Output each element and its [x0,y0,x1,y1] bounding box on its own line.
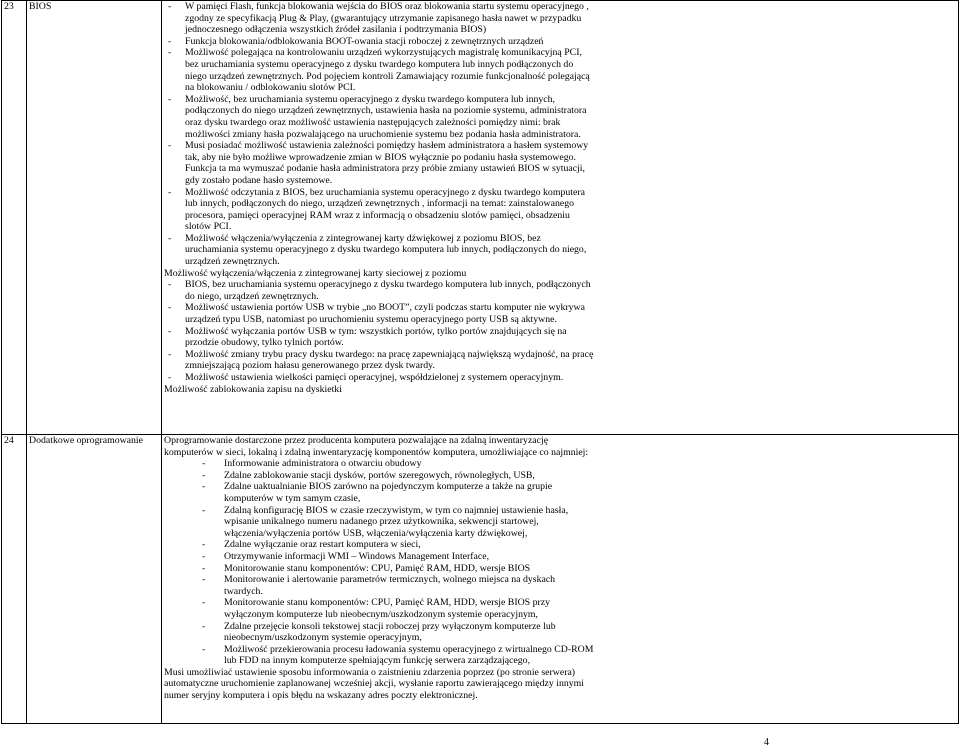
bullet-item: - Zdalne wyłączanie oraz restart komputera w sieci, [164,539,594,551]
bullet-item: - Funkcja blokowania/odblokowania BOOT-owania stacji roboczej z zewnętrznych urządzeń [164,36,594,48]
row-description [162,1,959,435]
row-name: Dodatkowe oprogramowanie [27,435,162,724]
bullet-item: - Możliwość włączenia/wyłączenia z zintegrowanej karty dźwiękowej z poziomu BIOS, bez uruchamiania systemu operacyjnego z dysku twardego komputera lub innych, podłączonych do niego, urządzeń zewnętrznych. [164,233,594,268]
table-row-software [2,435,959,724]
software-features-list [164,458,594,667]
bullet-item: - Możliwość zmiany trybu pracy dysku twardego: na pracę zapewniającą największą wydajność, na pracę zmniejszającą poziom hałasu generowanego przez dysk twardy. [164,349,594,372]
bullet-item: - Możliwość ustawienia wielkości pamięci operacyjnej, współdzielonej z systemem operacyjnym. [164,372,594,384]
page-number: 4 [764,737,769,748]
plain-item: Możliwość wyłączenia/włączenia z zintegrowanej karty sieciowej z poziomu [164,267,467,279]
row-description [162,435,959,724]
bullet-item: - Możliwość, bez uruchamiania systemu operacyjnego z dysku twardego komputera lub innych, podłączonych do niego urządzeń zewnętrznych, ustawienia hasła na poziomie systemu, administratora oraz dysku twardego oraz możliwość ustawienia następujących zależności pomiędzy nimi: brak możliwości zmiany hasła pozwalającego na uruchomienie systemu bez podania hasła administratora. [164,94,594,140]
bullet-item: - Zdalne zablokowanie stacji dysków, portów szeregowych, równoległych, USB, [164,470,594,482]
table-row-bios [2,1,959,435]
software-intro: Oprogramowanie dostarczone przez producenta komputera pozwalające na zdalną inwentaryzację komputerów w sieci, lokalną i zdalną inwentaryzację komponentów komputera, umożliwiające co najmniej: [164,435,589,458]
bullet-item: - Musi posiadać możliwość ustawienia zależności pomiędzy hasłem administratora a hasłem systemowy tak, aby nie było możliwe wprowadzenie zmian w BIOS wyłącznie po podaniu hasła systemowego. Funkcja ta ma wymuszać podanie hasła administratora przy próbie zmiany ustawień BIOS w sytuacji, gdy zostało podane hasło systemowe. [164,140,594,186]
row-name: BIOS [27,1,162,435]
bullet-item: - Otrzymywanie informacji WMI – Windows Management Interface, [164,551,594,563]
plain-item: Możliwość zablokowania zapisu na dyskietki [164,383,342,395]
bullet-item: - Zdalne uaktualnianie BIOS zarówno na pojedynczym komputerze a także na grupie komputerów w tym samym czasie, [164,481,594,504]
bullet-item: - W pamięci Flash, funkcja blokowania wejścia do BIOS oraz blokowania startu systemu operacyjnego , zgodny ze specyfikacją Plug & Play, (gwarantujący utrzymanie zapisanego hasła nawet w przypadku jednoczesnego odłączenia wszystkich źródeł zasilania i podtrzymania BIOS) [164,1,594,36]
bullet-item: - BIOS, bez uruchamiania systemu operacyjnego z dysku twardego komputera lub innych, podłączonych do niego, urządzeń zewnętrznych. [164,279,594,302]
bullet-item: - Zdalną konfigurację BIOS w czasie rzeczywistym, w tym co najmniej ustawienie hasła, wpisanie unikalnego numeru nadanego przez użytkownika, sekwencji startowej, włączenia/wyłączenia portów USB, włączenia/wyłączenia karty dźwiękowej, [164,505,594,540]
bullet-item: - Monitorowanie i alertowanie parametrów termicznych, wolnego miejsca na dyskach twardych. [164,574,594,597]
specification-table [1,0,959,724]
bullet-item: - Zdalne przejęcie konsoli tekstowej stacji roboczej przy wyłączonym komputerze lub nieobecnym/uszkodzonym systemie operacyjnym, [164,621,594,644]
row-number: 23 [2,1,27,435]
software-outro: Musi umożliwiać ustawienie sposobu informowania o zaistnieniu zdarzenia poprzez (po stronie serwera) automatyczne uruchomienie zaplanowanej wcześniej akcji, wysłanie raportu zawierającego między innymi numer seryjny komputera i opis błędu na wskazany adres poczty elektronicznej. [164,666,584,702]
bullet-item: - Możliwość ustawienia portów USB w trybie „no BOOT”, czyli podczas startu komputer nie wykrywa urządzeń typu USB, natomiast po uruchomieniu systemu operacyjnego porty USB są aktywne. [164,302,594,325]
bullet-item: - Możliwość polegająca na kontrolowaniu urządzeń wykorzystujących magistralę komunikacyjną PCI, bez uruchamiania systemu operacyjnego z dysku twardego komputera lub innych podłączonych do niego urządzeń zewnętrznych. Pod pojęciem kontroli Zamawiający rozumie funkcjonalność polegającą na blokowaniu / odblokowaniu slotów PCI. [164,47,594,93]
bullet-item: - Monitorowanie stanu komponentów: CPU, Pamięć RAM, HDD, wersje BIOS [164,563,594,575]
row-number: 24 [2,435,27,724]
bullet-item: - Możliwość wyłączania portów USB w tym: wszystkich portów, tylko portów znajdujących się na przodzie obudowy, tylko tylnich portów. [164,326,594,349]
bullet-item: - Możliwość odczytania z BIOS, bez uruchamiania systemu operacyjnego z dysku twardego komputera lub innych, podłączonych do niego, urządzeń zewnętrznych , informacji na temat: zainstalowanego procesora, pamięci operacyjnej RAM wraz z informacją o obsadzeniu slotów pamięci, obsadzeniu slotów PCI. [164,187,594,233]
bullet-item: - Informowanie administratora o otwarciu obudowy [164,458,594,470]
bullet-item: - Monitorowanie stanu komponentów: CPU, Pamięć RAM, HDD, wersje BIOS przy wyłączonym komputerze lub nieobecnym/uszkodzonym systemie operacyjnym, [164,597,594,620]
bullet-item: - Możliwość przekierowania procesu ładowania systemu operacyjnego z wirtualnego CD-ROM lub FDD na innym komputerze spełniającym funkcję serwera zarządzającego, [164,644,594,667]
bios-requirements-list [164,1,594,395]
